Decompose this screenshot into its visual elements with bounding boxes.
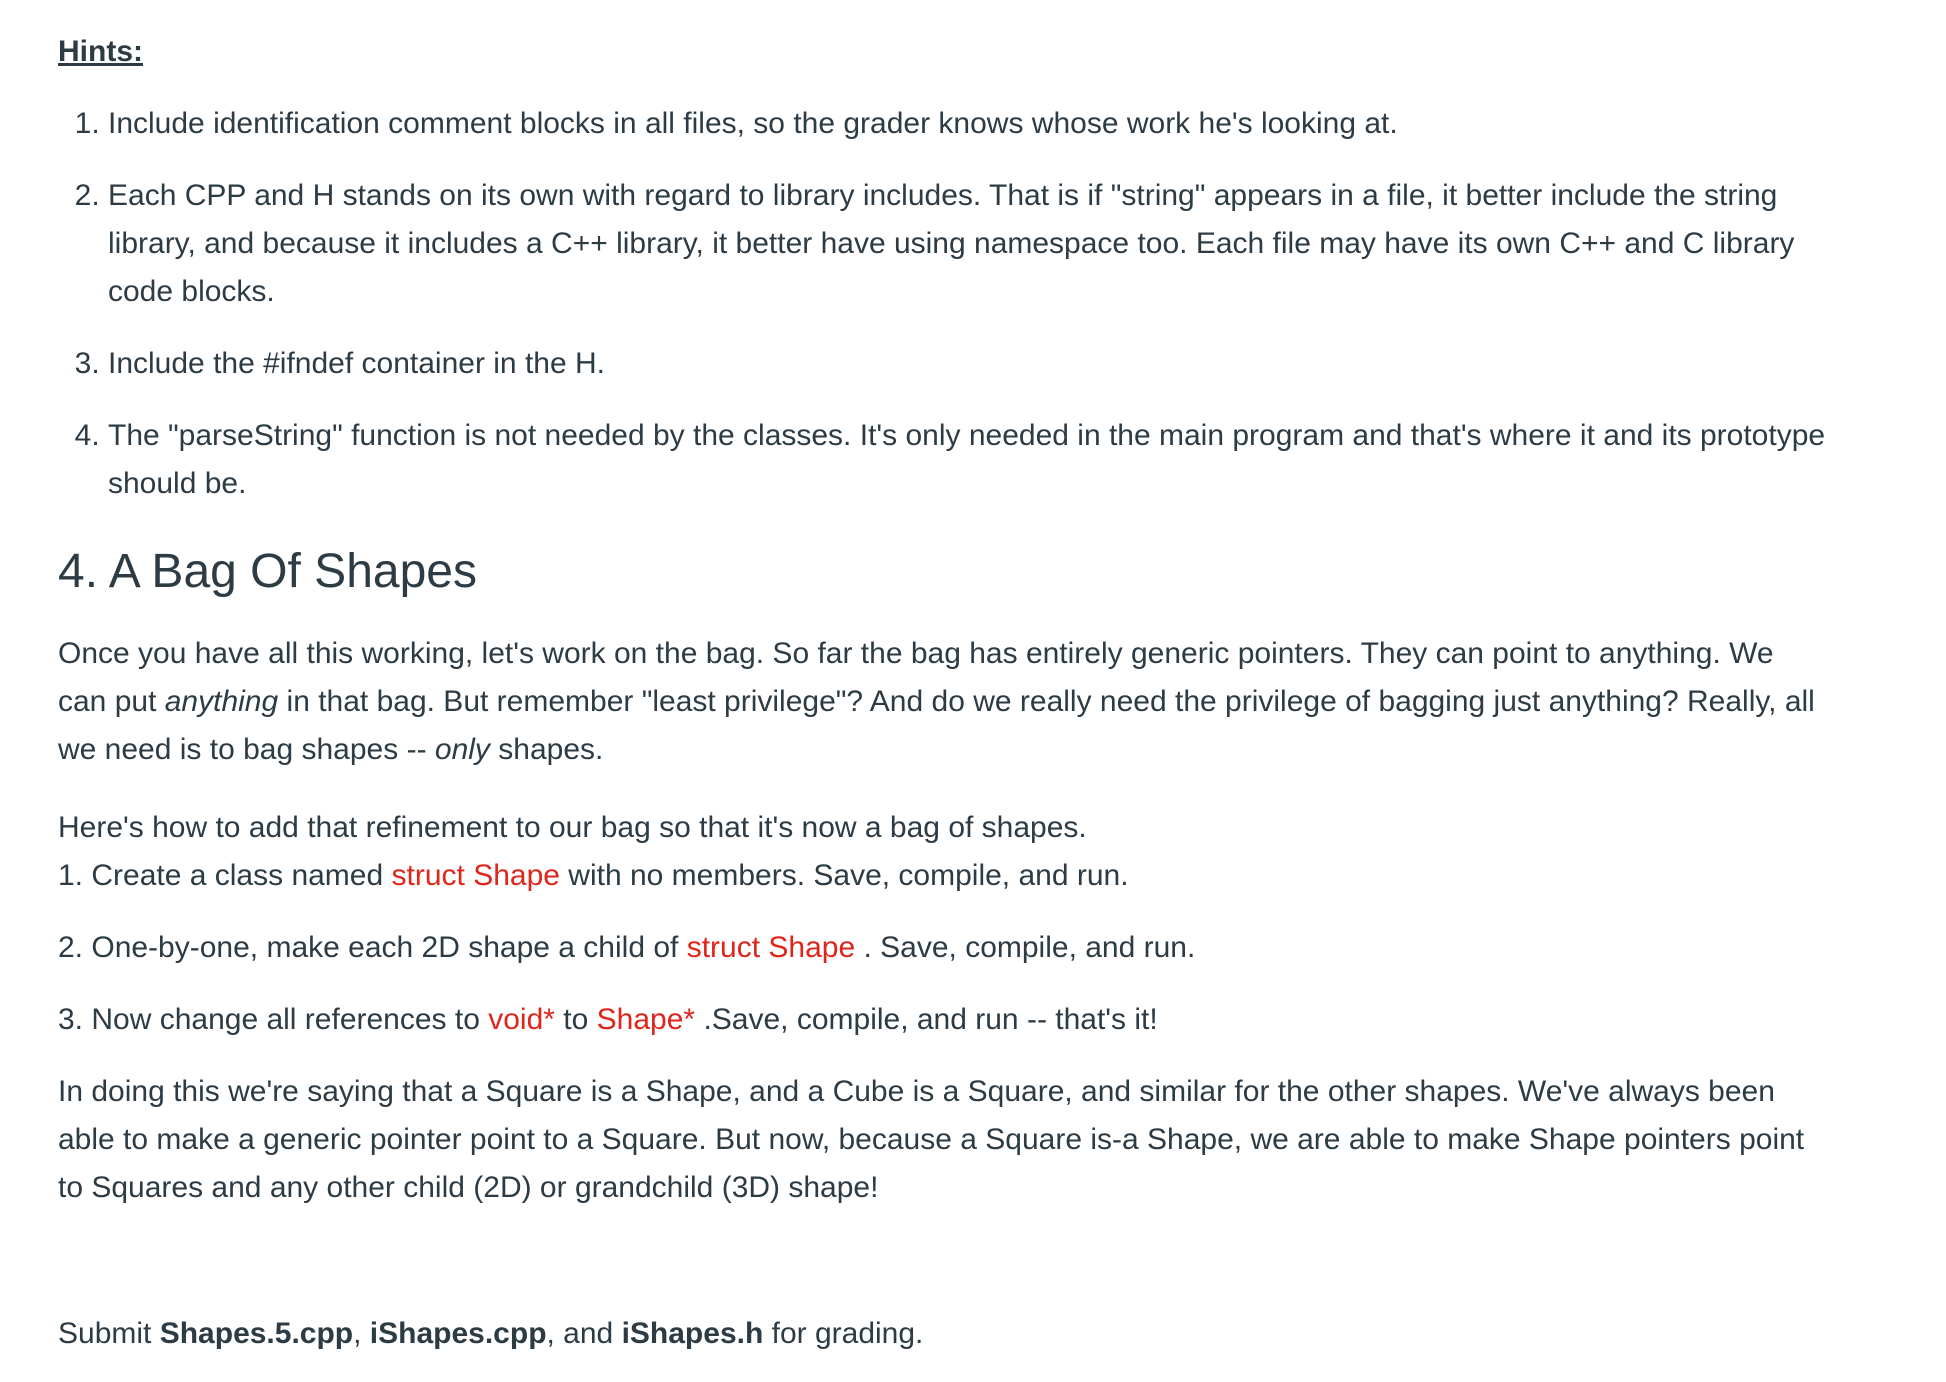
hints-list: [58, 100, 1838, 532]
intro-text-1: Once you have all this working, let's work on the bag. So far the bag has entirely generic pointers. They can point to anything. We can put: [58, 637, 1774, 718]
hints-title: Hints:: [58, 35, 143, 68]
explanation-paragraph: In doing this we're saying that a Square is a Shape, and a Cube is a Square, and similar for the other shapes. We've always been able to make a generic pointer point to a Square. But now, because a Square is-a Shape, we are able to make Shape pointers point to Squares and any other child (2D) or grandchild (3D) shape!: [58, 1075, 1805, 1204]
step2-code: struct Shape: [686, 931, 856, 964]
submit-sep-2: , and: [546, 1317, 622, 1350]
intro-text-3: shapes.: [489, 733, 604, 766]
submit-file-shapes5: Shapes.5.cpp: [159, 1317, 354, 1350]
step2-text-pre: 2. One-by-one, make each 2D shape a child of: [58, 931, 687, 964]
intro-emphasis-only: only: [434, 733, 490, 766]
submit-file-ishapes-h: iShapes.h: [621, 1317, 764, 1350]
howto-line: Here's how to add that refinement to our bag so that it's now a bag of shapes.: [58, 811, 1087, 844]
submit-file-ishapes-cpp: iShapes.cpp: [369, 1317, 547, 1350]
step3-text-mid: to: [554, 1003, 597, 1036]
submit-sep-1: ,: [353, 1317, 370, 1350]
step2-text-post: . Save, compile, and run.: [855, 931, 1196, 964]
step3-text-pre: 3. Now change all references to: [58, 1003, 489, 1036]
step1-text-pre: 1. Create a class named: [58, 859, 392, 892]
step1-code: struct Shape: [391, 859, 560, 892]
hint-item-3: 3. Include the #ifndef container in the H.: [108, 340, 1838, 388]
howto-paragraph: [58, 804, 1818, 900]
intro-text-2: in that bag. But remember "least privilege"? And do we really need the privilege of bagging just anything? Really, all we need is to bag shapes --: [58, 685, 1815, 766]
step3-code-void: void*: [488, 1003, 555, 1036]
step3-text-post: .Save, compile, and run -- that's it!: [695, 1003, 1158, 1036]
hint-item-2: 2. Each CPP and H stands on its own with regard to library includes. That is if "string" appears in a file, it better include the string library, and because it includes a C++ library, it better have using namespace too. Each file may have its own C++ and C library code blocks.: [108, 172, 1838, 316]
intro-emphasis-anything: anything: [164, 685, 279, 718]
intro-paragraph: [58, 630, 1818, 774]
submit-text-post: for grading.: [763, 1317, 924, 1350]
submit-text-pre: Submit: [58, 1317, 160, 1350]
section-heading: 4. A Bag Of Shapes: [58, 545, 477, 598]
step2-paragraph: [58, 924, 1818, 972]
step3-code-shape: Shape*: [596, 1003, 696, 1036]
step1-text-post: with no members. Save, compile, and run.: [559, 859, 1129, 892]
submit-paragraph: [58, 1310, 1818, 1358]
step3-paragraph: [58, 996, 1818, 1044]
hint-item-4: 4. The "parseString" function is not needed by the classes. It's only needed in the main program and that's where it and its prototype should be.: [108, 412, 1838, 508]
hint-item-1: 1. Include identification comment blocks in all files, so the grader knows whose work he's looking at.: [108, 100, 1838, 148]
